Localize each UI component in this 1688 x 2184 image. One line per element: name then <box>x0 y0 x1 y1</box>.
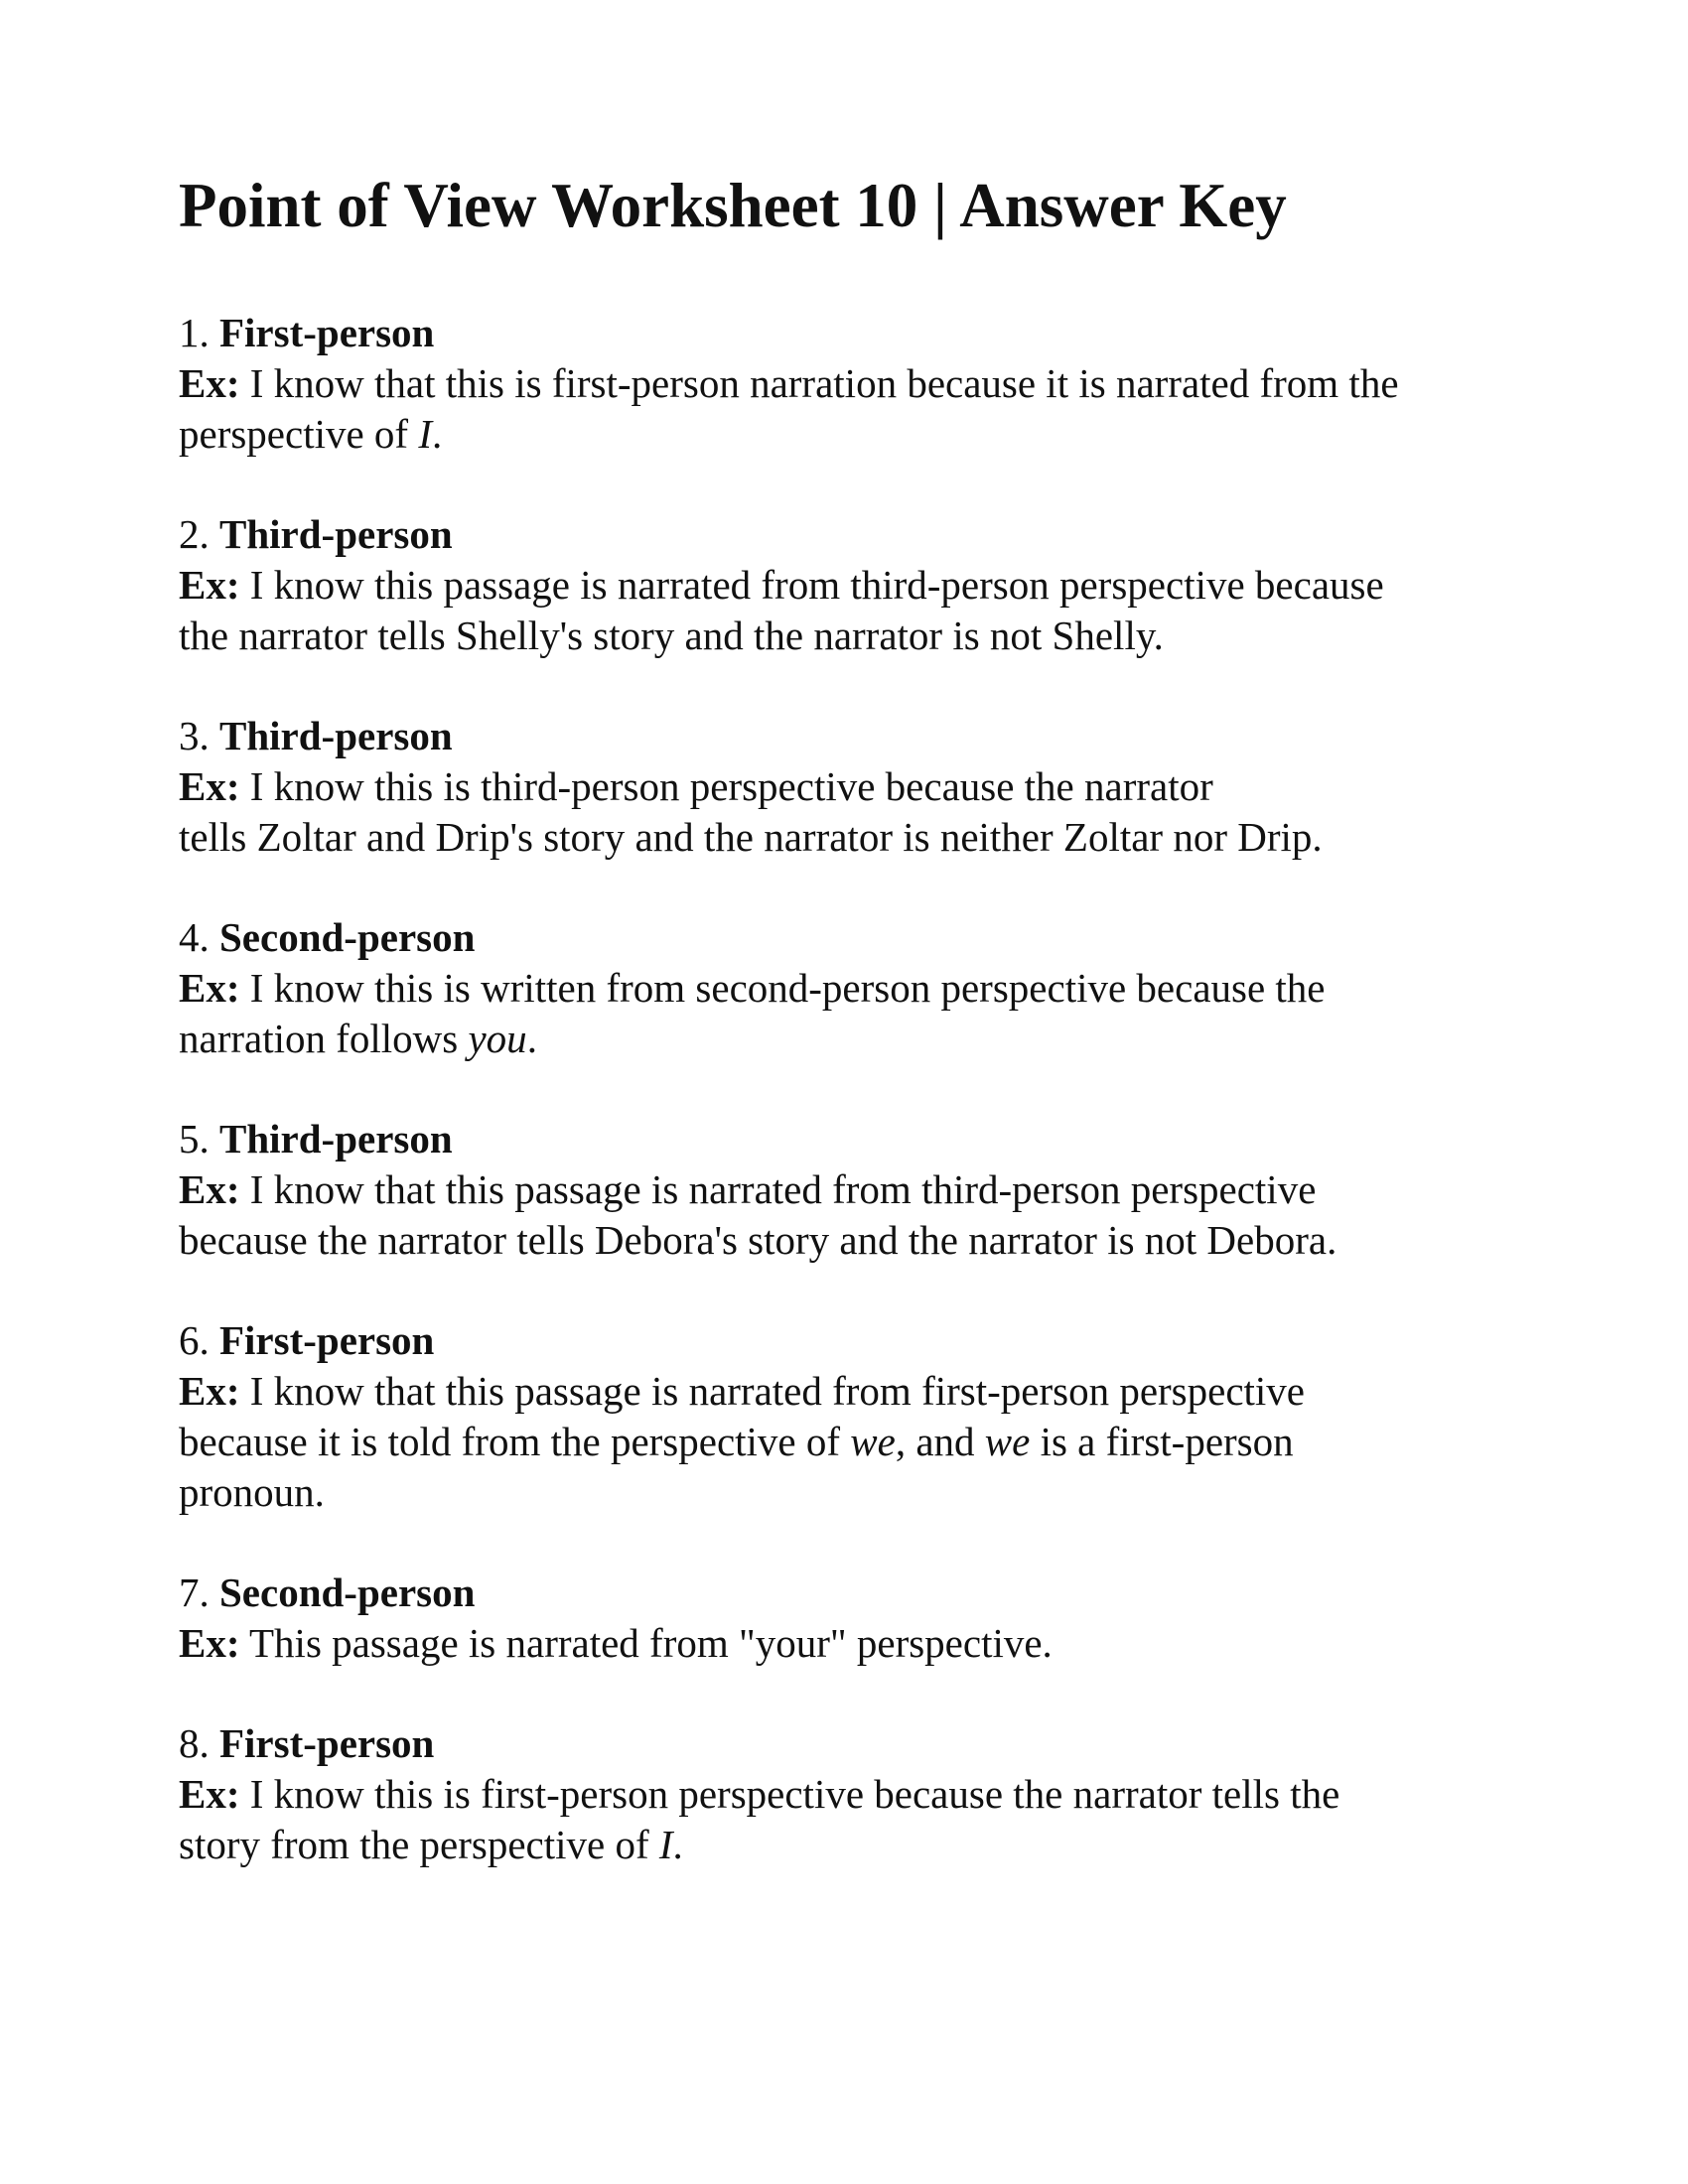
answer-item-8 <box>179 1718 1529 1870</box>
item-explanation <box>179 1366 1529 1518</box>
item-explanation <box>179 1164 1529 1266</box>
explanation-text: because it is told from the perspective of <box>179 1418 841 1464</box>
item-answer: First-person <box>219 1316 435 1363</box>
page-title: Point of View Worksheet 10 | Answer Key <box>179 171 1287 240</box>
explanation-line <box>179 409 1529 460</box>
item-answer: Third-person <box>219 1115 453 1161</box>
item-explanation <box>179 358 1529 460</box>
item-heading <box>179 509 1529 560</box>
explanation-line <box>179 1014 1529 1064</box>
explanation-line <box>179 1618 1529 1669</box>
item-heading <box>179 1568 1529 1618</box>
answer-item-1 <box>179 308 1529 460</box>
ex-label: Ex: <box>179 359 240 406</box>
item-number: 8. <box>179 1719 210 1766</box>
explanation-line <box>179 1417 1529 1467</box>
explanation-line: pronoun. <box>179 1468 325 1515</box>
explanation-text: This passage is narrated from "your" perspective. <box>249 1619 1053 1666</box>
item-answer: Second-person <box>219 913 476 960</box>
explanation-text: I know this is first-person perspective because the narrator tells the <box>249 1770 1340 1817</box>
explanation-text: I know this is written from second-person perspective because the <box>249 964 1326 1011</box>
item-answer: Third-person <box>219 510 453 557</box>
answer-item-3 <box>179 711 1529 863</box>
item-explanation <box>179 1769 1529 1870</box>
item-answer: Second-person <box>219 1569 476 1615</box>
item-heading <box>179 308 1529 358</box>
item-heading <box>179 1114 1529 1164</box>
punctuation: . <box>432 410 443 457</box>
explanation-text: story from the perspective of <box>179 1821 649 1867</box>
explanation-line <box>179 1820 1529 1870</box>
explanation-line <box>179 1769 1529 1820</box>
ex-label: Ex: <box>179 762 240 809</box>
ex-label: Ex: <box>179 1367 240 1414</box>
item-explanation <box>179 1618 1529 1669</box>
item-explanation <box>179 963 1529 1064</box>
italic-word: I <box>658 1821 673 1867</box>
explanation-line <box>179 358 1529 409</box>
ex-label: Ex: <box>179 1165 240 1212</box>
explanation-text: I know that this passage is narrated from first-person perspective <box>249 1367 1306 1414</box>
answer-item-5 <box>179 1114 1529 1266</box>
explanation-text: I know this passage is narrated from third-person perspective because <box>249 561 1384 608</box>
explanation-line: tells Zoltar and Drip's story and the narrator is neither Zoltar nor Drip. <box>179 813 1323 860</box>
punctuation: . <box>526 1015 537 1061</box>
item-number: 3. <box>179 712 210 758</box>
explanation-line <box>179 560 1529 611</box>
answer-item-4 <box>179 912 1529 1064</box>
item-explanation <box>179 761 1529 863</box>
explanation-line: because the narrator tells Debora's story and the narrator is not Debora. <box>179 1216 1337 1263</box>
explanation-line <box>179 1366 1529 1417</box>
explanation-text: perspective of <box>179 410 409 457</box>
item-answer: First-person <box>219 309 435 355</box>
item-number: 2. <box>179 510 210 557</box>
answer-key-page <box>179 169 1529 1920</box>
ex-label: Ex: <box>179 561 240 608</box>
answer-item-7 <box>179 1568 1529 1669</box>
item-number: 6. <box>179 1316 210 1363</box>
item-number: 4. <box>179 913 210 960</box>
explanation-line <box>179 963 1529 1014</box>
italic-word: we <box>984 1418 1031 1464</box>
answer-item-2 <box>179 509 1529 661</box>
explanation-text: , and <box>895 1418 985 1464</box>
italic-word: I <box>418 410 432 457</box>
explanation-text: I know that this passage is narrated from third-person perspective <box>249 1165 1317 1212</box>
ex-label: Ex: <box>179 1770 240 1817</box>
explanation-text: I know this is third-person perspective because the narrator <box>249 762 1213 809</box>
explanation-line <box>179 761 1529 812</box>
explanation-text: narration follows <box>179 1015 459 1061</box>
ex-label: Ex: <box>179 1619 240 1666</box>
italic-word: you <box>468 1015 527 1061</box>
explanation-line: the narrator tells Shelly's story and the narrator is not Shelly. <box>179 612 1164 658</box>
item-heading <box>179 1718 1529 1769</box>
item-heading <box>179 1315 1529 1366</box>
answer-item-6 <box>179 1315 1529 1518</box>
item-answer: First-person <box>219 1719 435 1766</box>
explanation-text: I know that this is first-person narration because it is narrated from the <box>249 359 1399 406</box>
item-explanation <box>179 560 1529 661</box>
explanation-text: is a first-person <box>1030 1418 1294 1464</box>
item-number: 1. <box>179 309 210 355</box>
ex-label: Ex: <box>179 964 240 1011</box>
punctuation: . <box>672 1821 683 1867</box>
item-answer: Third-person <box>219 712 453 758</box>
italic-word: we <box>850 1418 896 1464</box>
item-number: 5. <box>179 1115 210 1161</box>
item-heading <box>179 912 1529 963</box>
explanation-line <box>179 1164 1529 1215</box>
item-heading <box>179 711 1529 761</box>
item-number: 7. <box>179 1569 210 1615</box>
